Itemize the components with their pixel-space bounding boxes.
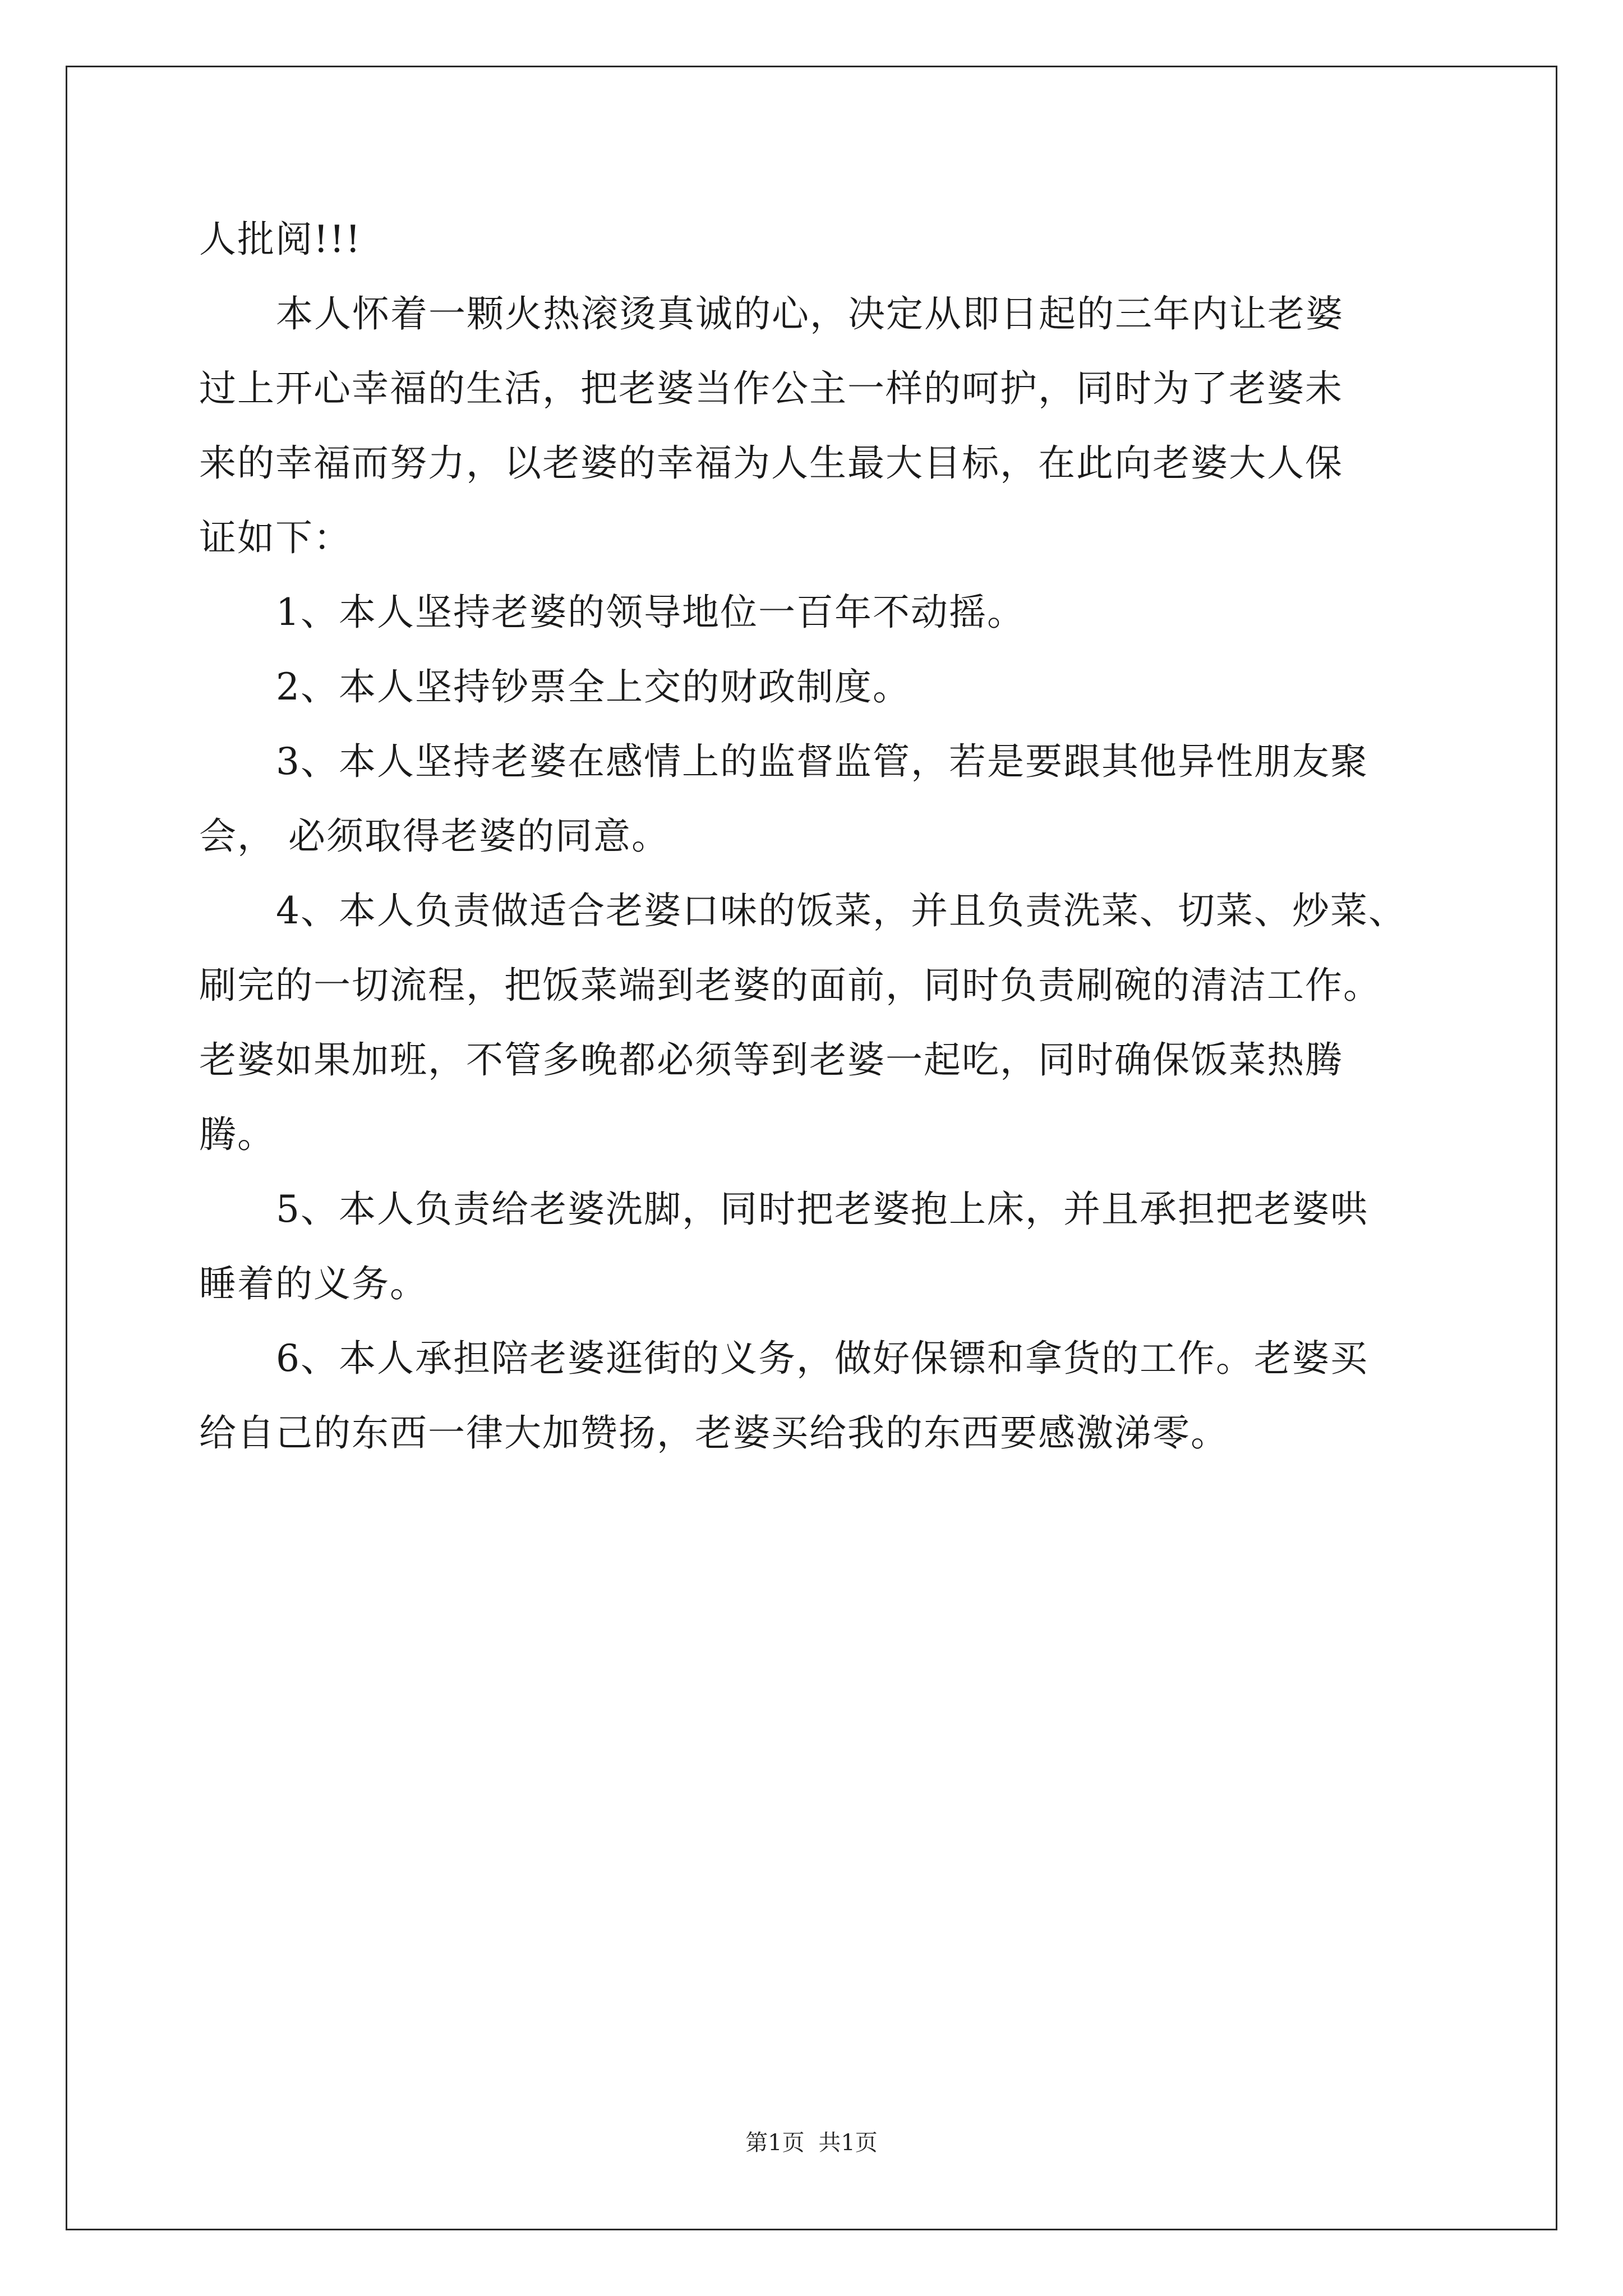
page-number: 第1页 — [745, 2130, 805, 2156]
text-line: 6、本人承担陪老婆逛街的义务，做好保镖和拿货的工作。老婆买 — [276, 1337, 1368, 1380]
text-line: 3、本人坚持老婆在感情上的监督监管，若是要跟其他异性朋友聚 — [276, 740, 1368, 783]
text-line: 老婆如果加班，不管多晚都必须等到老婆一起吃，同时确保饭菜热腾 — [199, 1038, 1343, 1082]
page-footer — [0, 2129, 1623, 2157]
text-line: 给自己的东西一律大加赞扬，老婆买给我的东西要感激涕零。 — [199, 1411, 1229, 1455]
text-line: 2、本人坚持钞票全上交的财政制度。 — [276, 665, 911, 708]
text-line: 5、本人负责给老婆洗脚，同时把老婆抱上床，并且承担把老婆哄 — [276, 1188, 1368, 1231]
text-line: 刷完的一切流程，把饭菜端到老婆的面前，同时负责刷碗的清洁工作。 — [199, 964, 1381, 1007]
text-line: 会， 必须取得老婆的同意。 — [199, 815, 670, 858]
text-line: 证如下： — [199, 516, 352, 559]
document-body — [199, 202, 1438, 1470]
page-total: 共1页 — [818, 2130, 878, 2156]
text-line: 来的幸福而努力，以老婆的幸福为人生最大目标，在此向老婆大人保 — [199, 441, 1343, 485]
text-line: 1、本人坚持老婆的领导地位一百年不动摇。 — [276, 591, 1025, 634]
text-line: 人批阅!!! — [199, 218, 362, 261]
text-line: 睡着的义务。 — [199, 1262, 428, 1305]
text-line: 腾。 — [199, 1113, 275, 1156]
text-line: 过上开心幸福的生活，把老婆当作公主一样的呵护，同时为了老婆未 — [199, 367, 1343, 410]
text-line: 4、本人负责做适合老婆口味的饭菜，并且负责洗菜、切菜、炒菜、 — [276, 889, 1407, 932]
text-line: 本人怀着一颗火热滚烫真诚的心，决定从即日起的三年内让老婆 — [276, 292, 1344, 335]
